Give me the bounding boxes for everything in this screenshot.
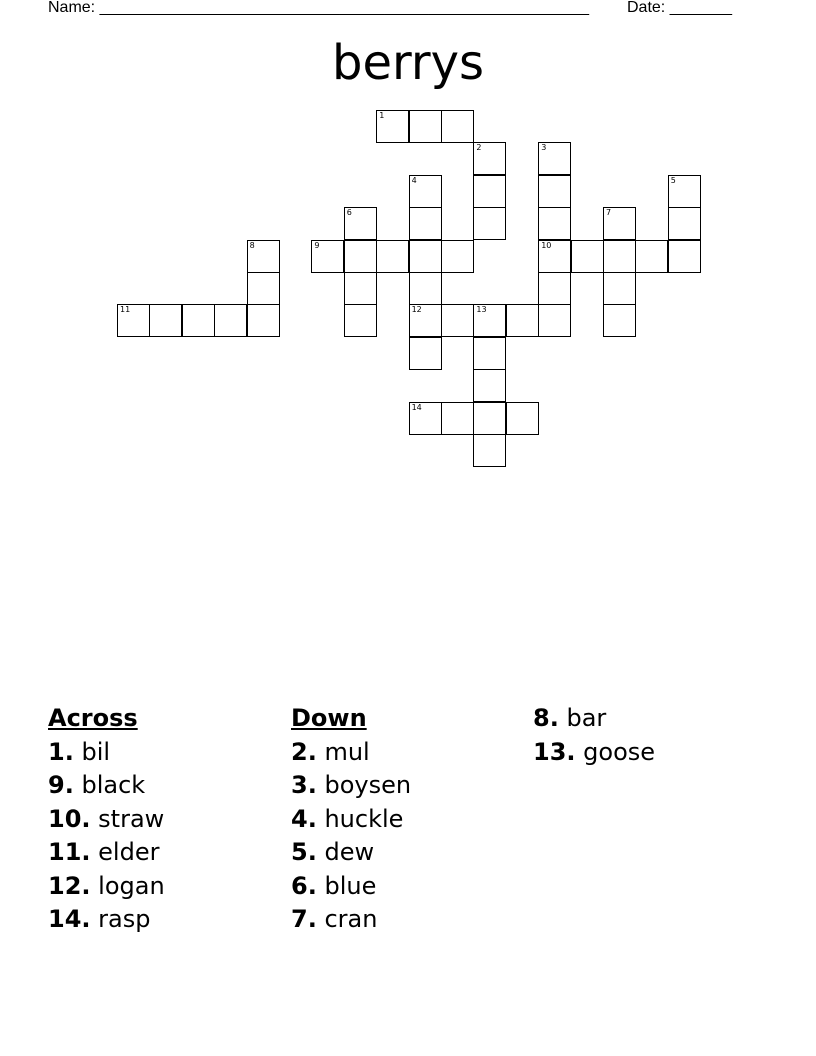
grid-cell[interactable] <box>441 110 474 143</box>
clue-text: straw <box>98 804 165 833</box>
grid-cell[interactable] <box>538 175 571 208</box>
grid-cell[interactable] <box>571 240 604 273</box>
clue-number: 13. <box>533 737 576 766</box>
clue-number-label: 12 <box>411 305 422 315</box>
clue-number-label: 3 <box>541 143 547 153</box>
across-heading: Across <box>48 704 138 732</box>
clue-number: 6. <box>291 871 317 900</box>
clue-down <box>291 736 411 770</box>
clue-number: 12. <box>48 871 91 900</box>
grid-cell[interactable] <box>344 304 377 337</box>
clue-number-label: 14 <box>411 402 422 412</box>
clue-down <box>291 803 411 837</box>
grid-cell[interactable] <box>538 240 571 273</box>
clue-number-label: 11 <box>120 305 131 315</box>
clue-text: dew <box>324 838 375 866</box>
clue-number: 10. <box>48 804 91 833</box>
clue-across <box>48 870 165 904</box>
clue-across <box>48 903 165 937</box>
clue-number: 3. <box>291 771 317 799</box>
grid-cell[interactable] <box>473 175 506 208</box>
clue-text: mul <box>324 737 370 766</box>
clue-number: 7. <box>291 905 317 933</box>
grid-cell[interactable] <box>473 402 506 435</box>
grid-cell[interactable] <box>473 207 506 240</box>
grid-cell[interactable] <box>538 142 571 175</box>
grid-cell[interactable] <box>473 434 506 467</box>
clue-across <box>48 803 165 837</box>
grid-cell[interactable] <box>344 207 377 240</box>
grid-cell[interactable] <box>344 240 377 273</box>
grid-cell[interactable] <box>409 402 442 435</box>
clue-number-label: 8 <box>249 240 255 250</box>
grid-cell[interactable] <box>668 175 701 208</box>
page-title: berrys <box>331 35 485 91</box>
down-clues-continued <box>533 702 655 769</box>
grid-cell[interactable] <box>603 240 636 273</box>
clue-number-label: 5 <box>670 175 676 185</box>
grid-cell[interactable] <box>247 272 280 305</box>
grid-cell[interactable] <box>247 304 280 337</box>
down-clues <box>291 702 411 937</box>
grid-cell[interactable] <box>117 304 150 337</box>
grid-cell[interactable] <box>538 304 571 337</box>
clue-number-label: 2 <box>476 143 482 153</box>
clue-across <box>48 736 165 770</box>
clue-number: 5. <box>291 838 317 866</box>
clue-down <box>291 769 411 803</box>
clue-text: logan <box>98 871 165 900</box>
grid-cell[interactable] <box>538 272 571 305</box>
clue-text: elder <box>98 838 160 866</box>
grid-cell[interactable] <box>149 304 182 337</box>
grid-cell[interactable] <box>409 337 442 370</box>
name-field-label: Name: _______________________________________________________ <box>48 0 589 16</box>
clue-number-label: 4 <box>411 175 417 185</box>
grid-cell[interactable] <box>376 110 409 143</box>
grid-cell[interactable] <box>182 304 215 337</box>
grid-cell[interactable] <box>473 142 506 175</box>
grid-cell[interactable] <box>344 272 377 305</box>
grid-cell[interactable] <box>441 240 474 273</box>
clue-text: black <box>81 771 146 799</box>
across-clues <box>48 702 165 937</box>
grid-cell[interactable] <box>603 304 636 337</box>
clue-text: rasp <box>98 905 151 933</box>
clue-text: cran <box>324 905 378 933</box>
clue-number: 4. <box>291 804 317 833</box>
grid-cell[interactable] <box>214 304 247 337</box>
grid-cell[interactable] <box>668 207 701 240</box>
clue-down <box>291 903 411 937</box>
grid-cell[interactable] <box>473 337 506 370</box>
grid-cell[interactable] <box>635 240 668 273</box>
crossword-grid <box>0 0 816 480</box>
clue-number-label: 1 <box>379 111 385 120</box>
grid-cell[interactable] <box>409 240 442 273</box>
grid-cell[interactable] <box>441 402 474 435</box>
grid-cell[interactable] <box>311 240 344 273</box>
grid-cell[interactable] <box>668 240 701 273</box>
grid-cell[interactable] <box>441 304 474 337</box>
clue-number-label: 7 <box>606 208 612 218</box>
grid-cell[interactable] <box>409 175 442 208</box>
clue-down <box>291 836 411 870</box>
grid-cell[interactable] <box>473 369 506 402</box>
clue-text: bar <box>566 704 607 732</box>
clue-down <box>291 870 411 904</box>
clue-down <box>533 736 655 770</box>
clue-text: goose <box>583 737 656 766</box>
grid-cell[interactable] <box>247 240 280 273</box>
clue-number-label: 6 <box>346 208 352 218</box>
grid-cell[interactable] <box>409 272 442 305</box>
grid-cell[interactable] <box>603 272 636 305</box>
clue-text: blue <box>324 871 377 900</box>
clue-number: 1. <box>48 737 74 766</box>
grid-cell[interactable] <box>409 304 442 337</box>
grid-cell[interactable] <box>409 110 442 143</box>
clue-text: bil <box>81 737 111 766</box>
date-field-label: Date: _______ <box>627 0 732 16</box>
grid-cell[interactable] <box>506 304 539 337</box>
clue-number: 9. <box>48 771 74 799</box>
clue-text: boysen <box>324 771 412 799</box>
clue-across <box>48 836 165 870</box>
clue-across <box>48 769 165 803</box>
clue-number-label: 9 <box>314 240 320 250</box>
grid-cell[interactable] <box>506 402 539 435</box>
clue-number-label: 13 <box>476 305 487 315</box>
grid-cell[interactable] <box>409 207 442 240</box>
clue-text: huckle <box>324 804 404 833</box>
clue-number: 2. <box>291 737 317 766</box>
grid-cell[interactable] <box>473 304 506 337</box>
clue-number-label: 10 <box>541 240 552 250</box>
clue-number: 11. <box>48 838 91 866</box>
down-heading: Down <box>291 704 367 732</box>
grid-cell[interactable] <box>376 240 409 273</box>
grid-cell[interactable] <box>538 207 571 240</box>
grid-cell[interactable] <box>603 207 636 240</box>
clue-number: 8. <box>533 704 559 732</box>
clue-down <box>533 702 655 736</box>
clue-number: 14. <box>48 905 91 933</box>
